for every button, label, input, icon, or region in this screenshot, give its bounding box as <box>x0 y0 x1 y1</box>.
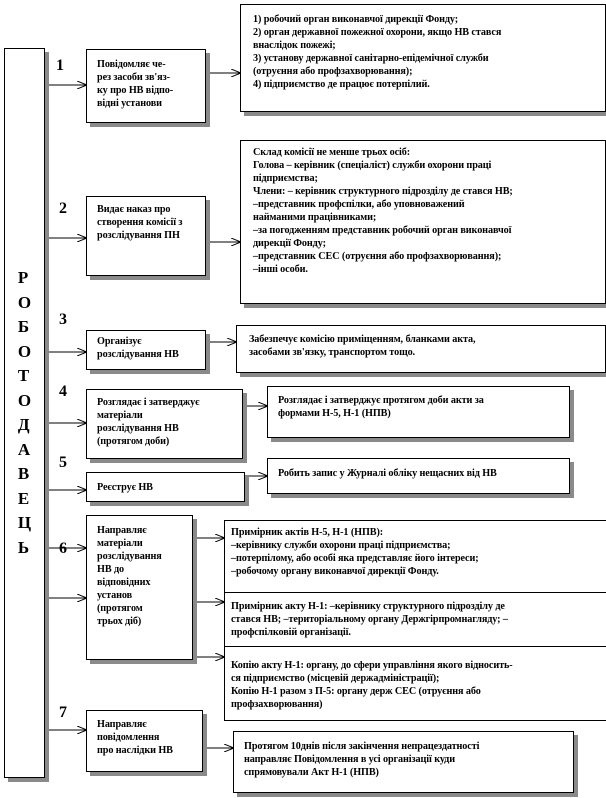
detail-box-2 <box>240 140 606 304</box>
text-line: направляє Повідомлення в усі організації куди <box>244 754 455 765</box>
text-line: 3) установу державної санітарно-епідемічної служби <box>253 53 489 64</box>
text-line: –за погодженням представник робочий орган виконавчої <box>253 225 512 236</box>
text-line: Робить запис у Журналі обліку нещасних від НВ <box>278 468 497 479</box>
text-line: Організує <box>97 336 142 347</box>
text-line: розслідування НВ <box>97 423 179 434</box>
actor-letter: О <box>17 341 32 361</box>
action-text <box>97 524 187 628</box>
detail-text <box>253 13 601 91</box>
text-line: 2) орган державної пожежної охорони, якщо НВ стався <box>253 27 502 38</box>
text-line: підприємства; <box>253 173 318 184</box>
action-box-6 <box>86 515 193 660</box>
action-box-1 <box>86 49 206 123</box>
detail-box-6a <box>224 520 606 593</box>
detail-box-7 <box>233 731 574 793</box>
action-box-5 <box>86 472 245 502</box>
detail-text <box>278 467 565 480</box>
actor-letter: Б <box>17 317 30 336</box>
text-line: засобами зв'язку, транспортом тощо. <box>249 347 416 358</box>
detail-text <box>278 394 565 420</box>
text-line: розслідування ПН <box>97 230 180 241</box>
text-line: про наслідки НВ <box>97 745 173 756</box>
text-line: НВ до <box>97 564 125 575</box>
step-number-1: 1 <box>56 57 64 74</box>
text-line: трьох діб) <box>97 616 142 627</box>
action-text <box>97 396 237 448</box>
actor-letter: А <box>17 439 31 459</box>
text-line: дирекції Фонду; <box>253 238 326 249</box>
text-line: рез засоби зв'яз- <box>97 72 170 83</box>
text-line: внаслідок пожежі; <box>253 40 336 51</box>
text-line: матеріали <box>97 538 143 549</box>
text-line: (протягом <box>97 603 143 614</box>
actor-letter: В <box>17 464 30 483</box>
text-line: –представник СЕС (отруєння або профзахворювання); <box>253 251 502 262</box>
text-line: –керівнику служби охорони праці підприємства; <box>231 540 451 551</box>
text-line: спрямовували Акт Н-1 (НПВ) <box>244 767 379 778</box>
text-line: Склад комісії не менше трьох осіб: <box>253 147 411 158</box>
action-text <box>97 203 200 242</box>
text-line: повідомлення <box>97 732 160 743</box>
action-box-2 <box>86 196 206 276</box>
text-line: стався НВ; –територіальному органу Держгірпромнагляду; – <box>231 614 508 625</box>
text-line: матеріали <box>97 410 143 421</box>
text-line: Направляє <box>97 525 147 536</box>
detail-text <box>253 146 601 276</box>
text-line: Члени: – керівник структурного підрозділу де стався НВ; <box>253 186 513 197</box>
detail-box-5 <box>267 458 570 494</box>
text-line: профспілковій організації. <box>231 627 351 638</box>
detail-box-6b <box>224 593 606 647</box>
text-line: Протягом 10днів після закінчення непрацездатності <box>244 741 480 752</box>
actor-letter: О <box>17 292 32 312</box>
detail-box-1 <box>240 4 606 112</box>
text-line: Реєструє НВ <box>97 482 153 493</box>
action-box-3 <box>86 330 206 370</box>
actor-letter: Ц <box>17 513 32 532</box>
text-line: профзахворювання) <box>231 699 323 710</box>
text-line: відповідних <box>97 577 151 588</box>
action-box-7 <box>86 710 203 772</box>
text-line: ку про НВ відпо- <box>97 85 174 96</box>
actor-letter: Е <box>17 488 30 508</box>
actor-letter: О <box>17 390 32 410</box>
text-line: найманими працівниками; <box>253 212 377 223</box>
text-line: відні установи <box>97 98 162 109</box>
step-number-4: 4 <box>59 383 67 400</box>
detail-box-3 <box>236 325 606 373</box>
detail-box-6c <box>224 647 606 721</box>
text-line: Копію Н-1 разом з П-5: органу держ СЕС (отруєння або <box>231 686 481 697</box>
text-line: Примірник акту Н-1: –керівнику структурного підрозділу де <box>231 601 505 612</box>
text-line: –робочому органу виконавчої дирекції Фонду. <box>231 566 439 577</box>
actor-letter: Ь <box>17 537 30 557</box>
text-line: 4) підприємство де працює потерпілий. <box>253 79 430 90</box>
action-text <box>97 718 197 757</box>
step-number-5: 5 <box>59 454 67 471</box>
text-line: Забезпечує комісію приміщенням, бланками акта, <box>249 334 476 345</box>
text-line: Розглядає і затверджує <box>97 397 200 408</box>
detail-text <box>231 659 602 711</box>
actor-letter: Д <box>17 415 30 434</box>
text-line: розслідування <box>97 551 162 562</box>
actor-label <box>18 266 31 560</box>
text-line: (протягом доби) <box>97 436 170 447</box>
detail-text <box>231 526 602 578</box>
step-number-6: 6 <box>59 540 67 557</box>
text-line: –інші особи. <box>253 264 308 275</box>
step-number-3: 3 <box>59 311 67 328</box>
step-number-7: 7 <box>59 704 67 721</box>
action-text <box>97 481 239 494</box>
text-line: Копію акту Н-1: органу, до сфери управління якого відносить- <box>231 660 513 671</box>
text-line: Направляє <box>97 719 147 730</box>
text-line: Примірник актів Н-5, Н-1 (НПВ): <box>231 527 384 538</box>
text-line: Розглядає і затверджує протягом доби акти за <box>278 395 484 406</box>
actor-letter: Р <box>17 268 29 287</box>
actor-employer-bar <box>4 48 45 778</box>
text-line: розслідування НВ <box>97 349 179 360</box>
detail-text <box>231 600 602 639</box>
text-line: установ <box>97 590 133 601</box>
detail-box-4 <box>267 386 570 438</box>
text-line: (отруєння або профзахворювання); <box>253 66 413 77</box>
action-text <box>97 335 200 361</box>
step-number-2: 2 <box>59 200 67 217</box>
actor-letter: Т <box>17 366 30 385</box>
action-text <box>97 58 200 110</box>
text-line: –потерпілому, або особі яка представляє його інтереси; <box>231 553 479 564</box>
text-line: Голова – керівник (спеціаліст) служби охорони праці <box>253 160 492 171</box>
action-box-4 <box>86 389 243 459</box>
text-line: –представник профспілки, або уповноважений <box>253 199 465 210</box>
detail-text <box>249 333 601 359</box>
text-line: створення комісії з <box>97 217 183 228</box>
text-line: формами Н-5, Н-1 (НПВ) <box>278 408 391 419</box>
text-line: 1) робочий орган виконавчої дирекції Фонду; <box>253 14 459 25</box>
text-line: Повідомляє че- <box>97 59 166 70</box>
text-line: Видає наказ про <box>97 204 171 215</box>
detail-text <box>244 740 569 779</box>
text-line: ся підприємство (місцевій держадміністрації); <box>231 673 440 684</box>
